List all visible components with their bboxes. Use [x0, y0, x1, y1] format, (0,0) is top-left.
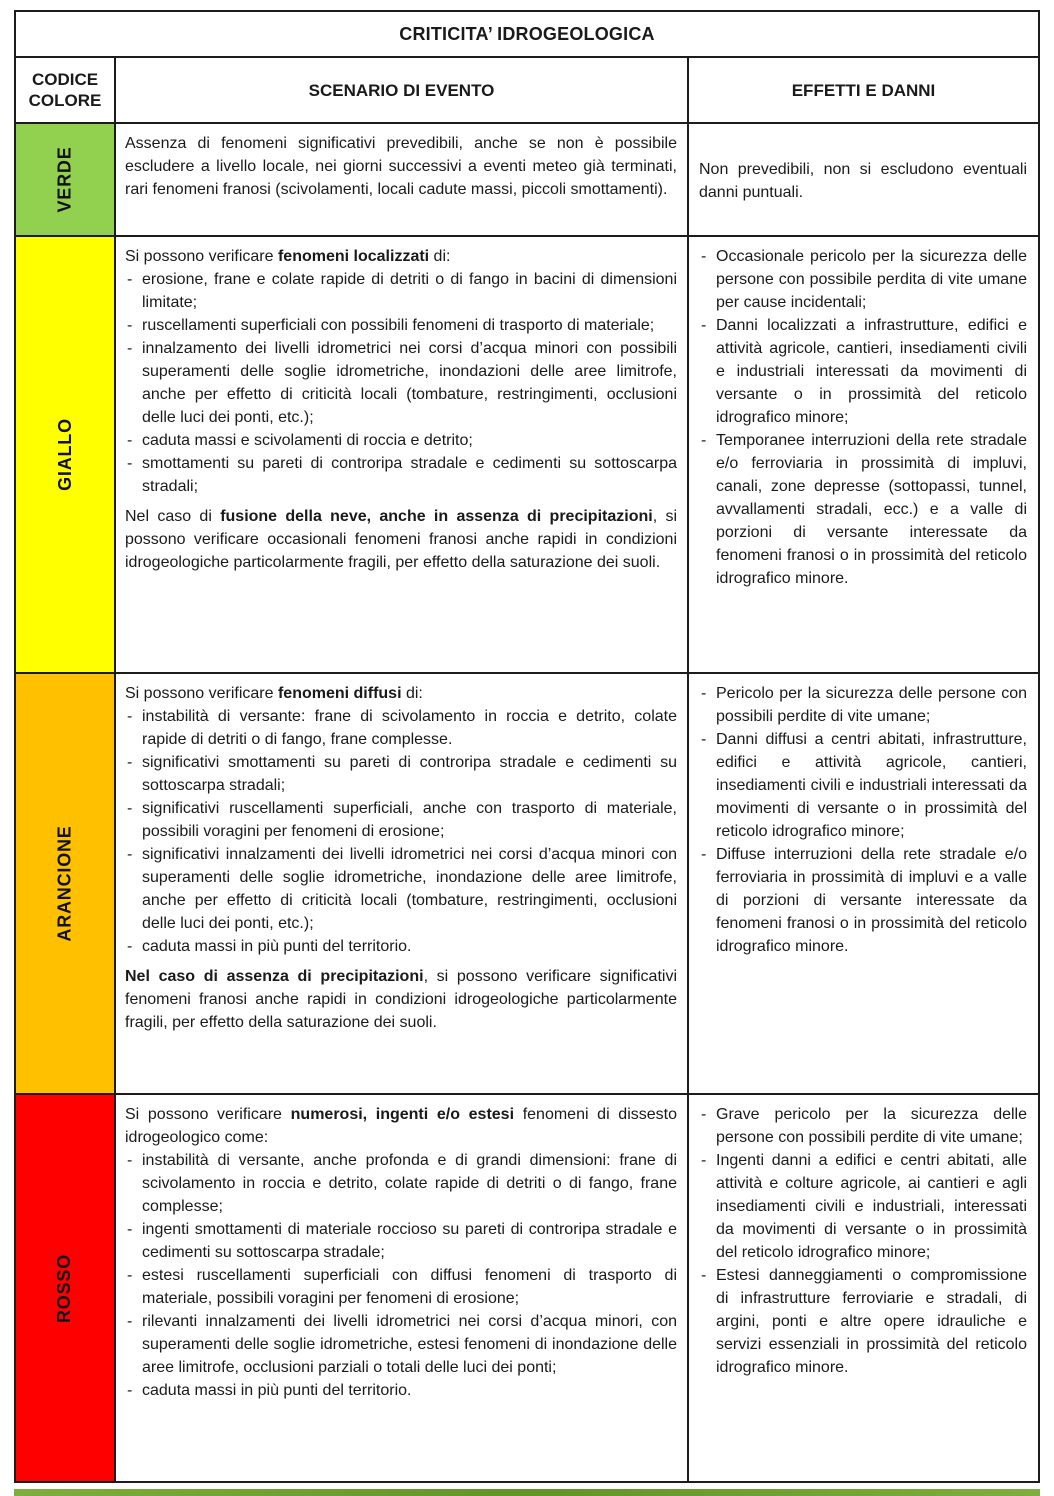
next-table-top-strip	[14, 1489, 1040, 1496]
scenario-paragraph: Si possono verificare numerosi, ingenti e/o estesi fenomeni di dissesto idrogeologico come:	[125, 1106, 678, 1146]
criticita-idrogeologica-table	[14, 10, 1040, 1483]
bullet-dash: -	[127, 317, 133, 334]
code-label-verde: VERDE	[54, 146, 75, 213]
header-codice-colore: CODICE COLORE	[16, 58, 116, 122]
bullet-item: - Temporanee interruzioni della rete stradale e/o ferroviaria in prossimità di impluvi, canali, zone depresse (sottopassi, tunnel, avvallamenti stradali, ecc.) e a valle di porzioni di versante interessate da fenomeni franosi o in prossimità del reticolo idrografico minore.	[699, 429, 1027, 590]
scenario-paragraph: Si possono verificare fenomeni localizzati di:	[125, 248, 451, 265]
effects-cell-giallo	[689, 237, 1038, 672]
scenario-bullets	[125, 705, 677, 958]
header-effetti-e-danni: EFFETTI E DANNI	[791, 80, 936, 100]
table-row-giallo	[16, 237, 1038, 674]
bullet-dash: -	[701, 432, 707, 449]
table-row-rosso	[16, 1095, 1038, 1481]
bullet-dash: -	[127, 1313, 133, 1330]
bullet-dash: -	[127, 754, 133, 771]
scenario-cell-verde	[116, 124, 689, 235]
bullet-item: - significativi smottamenti su pareti di controripa stradale e cedimenti su sottoscarpa stradali;	[125, 751, 677, 797]
bullet-item: - Ingenti danni a edifici e centri abitati, alle attività e colture agricole, ai cantieri e agli insediamenti civili e industriali, interessati da movimenti di versante o in prossimità del reticolo idrografico minore;	[699, 1149, 1027, 1264]
scenario-paragraph: Assenza di fenomeni significativi prevedibili, anche se non è possibile escludere a livello locale, nei giorni successivi a eventi meteo già terminati, rari fenomeni franosi (scivolamenti, locali cadute massi, piccoli smottamenti).	[125, 135, 677, 198]
bullet-item: - estesi ruscellamenti superficiali con diffusi fenomeni di trasporto di materiale, possibili voragini per fenomeni di erosione;	[125, 1264, 677, 1310]
scenario-paragraph: Si possono verificare fenomeni diffusi di:	[125, 685, 423, 702]
header-scenario-di-evento: SCENARIO DI EVENTO	[116, 58, 689, 122]
bullet-item: - Diffuse interruzioni della rete stradale e/o ferroviaria in prossimità di impluvi e a valle di porzioni di versante interessate da fenomeni franosi o in prossimità del reticolo idrografico minore.	[699, 843, 1027, 958]
bullet-item: - caduta massi in più punti del territorio.	[125, 1379, 677, 1402]
bullet-dash: -	[127, 800, 133, 817]
code-label-giallo: GIALLO	[54, 418, 75, 491]
effects-bullets	[699, 682, 1027, 958]
code-label-rosso: ROSSO	[54, 1253, 75, 1323]
table-row-verde	[16, 124, 1038, 237]
bullet-dash: -	[127, 1267, 133, 1284]
bullet-dash: -	[701, 731, 707, 748]
scenario-note: Nel caso di fusione della neve, anche in assenza di precipitazioni, si possono verificare occasionali fenomeni franosi anche rapidi in condizioni idrogeologiche particolarmente fragili, per effetto della saturazione dei suoli.	[125, 508, 677, 571]
bullet-item: - caduta massi in più punti del territorio.	[125, 935, 677, 958]
bullet-dash: -	[127, 340, 133, 357]
bullet-item: - Occasionale pericolo per la sicurezza delle persone con possibile perdita di vite umane per cause incidentali;	[699, 245, 1027, 314]
bullet-dash: -	[127, 1152, 133, 1169]
effects-paragraph: Non prevedibili, non si escludono eventuali danni puntuali.	[699, 160, 1027, 201]
bullet-dash: -	[701, 846, 707, 863]
bullet-dash: -	[127, 938, 133, 955]
scenario-note: Nel caso di assenza di precipitazioni, si possono verificare significativi fenomeni franosi anche rapidi in condizioni idrogeologiche particolarmente fragili, per effetto della saturazione dei suoli.	[125, 968, 678, 1031]
bullet-item: - Grave pericolo per la sicurezza delle persone con possibili perdite di vite umane;	[699, 1103, 1027, 1149]
bullet-item: - ruscellamenti superficiali con possibili fenomeni di trasporto di materiale;	[125, 314, 677, 337]
bullet-item: - Danni diffusi a centri abitati, infrastrutture, edifici e attività agricole, cantieri, insediamenti civili e industriali interessati da movimenti di versante o in prossimità del reticolo idrografico minore;	[699, 728, 1027, 843]
scenario-bullets	[125, 1149, 677, 1402]
bullet-dash: -	[127, 271, 133, 288]
header-row	[16, 58, 1038, 124]
scenario-bullets	[125, 268, 677, 498]
bullet-dash: -	[701, 1152, 707, 1169]
bullet-item: - ingenti smottamenti di materiale roccioso su pareti di controripa stradale e cedimenti su sottoscarpa stradale;	[125, 1218, 677, 1264]
code-cell-verde	[16, 124, 116, 235]
code-cell-rosso	[16, 1095, 116, 1481]
bullet-dash: -	[701, 1267, 707, 1284]
bullet-dash: -	[701, 317, 707, 334]
scenario-cell-giallo	[116, 237, 689, 672]
code-cell-arancione	[16, 674, 116, 1093]
effects-bullets	[699, 245, 1027, 590]
bullet-item: - rilevanti innalzamenti dei livelli idrometrici nei corsi d’acqua minori, con superamenti delle soglie idrometriche, estesi fenomeni di inondazione delle aree limitrofe, occlusioni parziali o totali delle luci dei ponti;	[125, 1310, 677, 1379]
scenario-cell-rosso	[116, 1095, 689, 1481]
bullet-dash: -	[127, 1382, 133, 1399]
bullet-item: - Danni localizzati a infrastrutture, edifici e attività agricole, cantieri, insediamenti civili e industriali interessati da movimenti di versante o in prossimità del reticolo idrografico minore;	[699, 314, 1027, 429]
effects-cell-verde	[689, 124, 1038, 235]
table-row-arancione	[16, 674, 1038, 1095]
bullet-item: - significativi ruscellamenti superficiali, anche con trasporto di materiale, possibili voragini per fenomeni di erosione;	[125, 797, 677, 843]
bullet-dash: -	[701, 1106, 707, 1123]
bullet-item: - instabilità di versante: frane di scivolamento in roccia e detrito, colate rapide di detriti o di fango, frane complesse.	[125, 705, 677, 751]
bullet-item: - innalzamento dei livelli idrometrici nei corsi d’acqua minori con possibili superamenti delle soglie idrometriche, inondazioni delle aree limitrofe, anche per effetto di criticità locali (tombature, restringimenti, occlusioni delle luci dei ponti, etc.);	[125, 337, 677, 429]
effects-cell-rosso	[689, 1095, 1038, 1481]
scenario-cell-arancione	[116, 674, 689, 1093]
bullet-dash: -	[127, 455, 133, 472]
bullet-item: - caduta massi e scivolamenti di roccia e detrito;	[125, 429, 677, 452]
bullet-dash: -	[127, 708, 133, 725]
bullet-item: - Estesi danneggiamenti o compromissione di infrastrutture ferroviarie e stradali, di argini, ponti e altre opere idrauliche e servizi essenziali in prossimità del reticolo idrografico minore.	[699, 1264, 1027, 1379]
bullet-dash: -	[127, 1221, 133, 1238]
bullet-item: - significativi innalzamenti dei livelli idrometrici nei corsi d’acqua minori con superamenti delle soglie idrometriche, inondazione delle aree limitrofe, anche per effetto di criticità locali (tombature, restringimenti, occlusioni delle luci dei ponti, etc.);	[125, 843, 677, 935]
code-cell-giallo	[16, 237, 116, 672]
effects-bullets	[699, 1103, 1027, 1379]
bullet-dash: -	[127, 846, 133, 863]
table-title: CRITICITA’ IDROGEOLOGICA	[16, 12, 1038, 58]
bullet-item: - erosione, frane e colate rapide di detriti o di fango in bacini di dimensioni limitate;	[125, 268, 677, 314]
effects-cell-arancione	[689, 674, 1038, 1093]
bullet-item: - smottamenti su pareti di controripa stradale e cedimenti su sottoscarpa stradali;	[125, 452, 677, 498]
bullet-item: - Pericolo per la sicurezza delle persone con possibili perdite di vite umane;	[699, 682, 1027, 728]
code-label-arancione: ARANCIONE	[54, 825, 75, 942]
bullet-dash: -	[701, 248, 707, 265]
bullet-dash: -	[701, 685, 707, 702]
bullet-dash: -	[127, 432, 133, 449]
bullet-item: - instabilità di versante, anche profonda e di grandi dimensioni: frane di scivolamento in roccia e detrito, colate rapide di detriti o di fango, frane complesse;	[125, 1149, 677, 1218]
